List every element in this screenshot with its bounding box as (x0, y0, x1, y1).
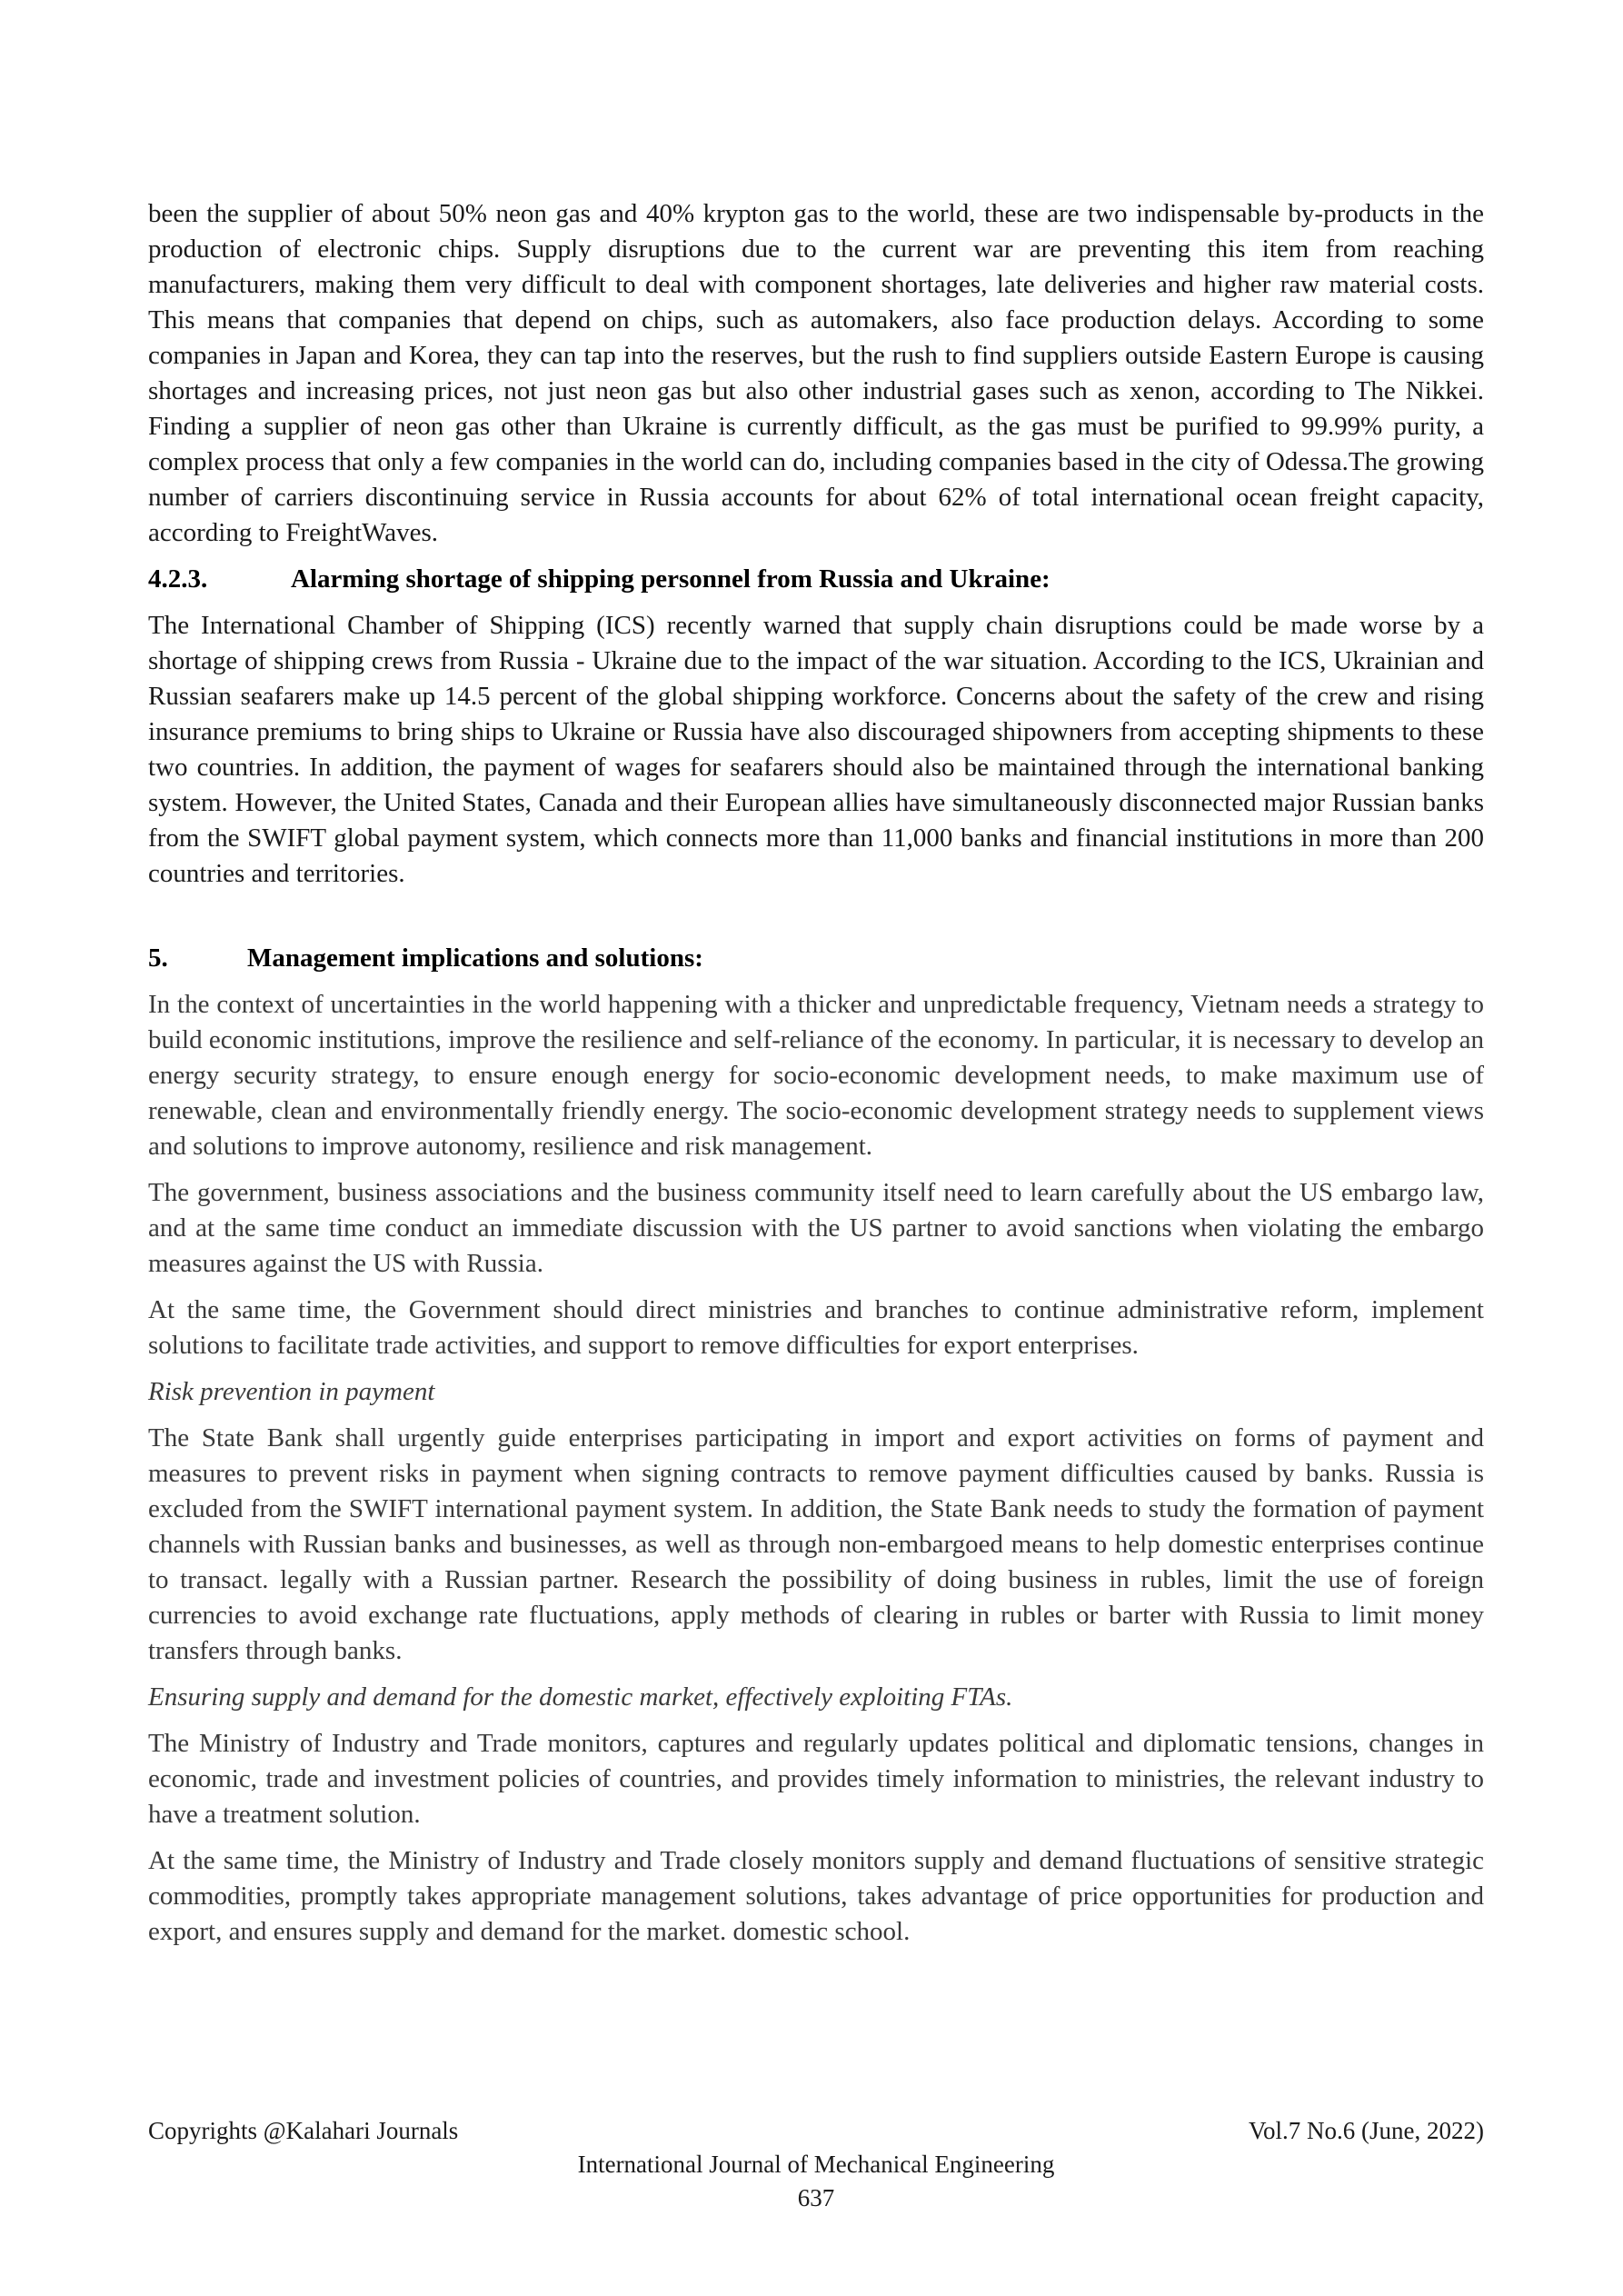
body-paragraph: At the same time, the Ministry of Industry and Trade closely monitors supply and demand fluctuations of sensitive strategic commodities, promptly takes appropriate management solutions, takes advantage of price opportunities for production and export, and ensures supply and demand for the market. domestic school. (148, 1846, 1484, 1946)
section-number: 4.2.3. (148, 564, 208, 594)
section-title: Alarming shortage of shipping personnel from Russia and Ukraine: (291, 564, 1050, 594)
body-paragraph: The International Chamber of Shipping (ICS) recently warned that supply chain disruptions could be made worse by a shortage of shipping crews from Russia - Ukraine due to the impact of the war situation. According to the ICS, Ukrainian and Russian seafarers make up 14.5 percent of the global shipping workforce. Concerns about the safety of the crew and rising insurance premiums to bring ships to Ukraine or Russia have also discouraged shipowners from accepting shipments to these two countries. In addition, the payment of wages for seafarers should also be maintained through the international banking system. However, the United States, Canada and their European allies have simultaneously disconnected major Russian banks from the SWIFT global payment system, which connects more than 11,000 banks and financial institutions in more than 200 countries and territories. (148, 611, 1484, 888)
page-body (148, 196, 1484, 1961)
body-paragraph: In the context of uncertainties in the world happening with a thicker and unpredictable frequency, Vietnam needs a strategy to build economic institutions, improve the resilience and self-reliance of the economy. In particular, it is necessary to develop an energy security strategy, to ensure enough energy for socio-economic development needs, to make maximum use of renewable, clean and environmentally friendly energy. The socio-economic development strategy needs to supplement views and solutions to improve autonomy, resilience and risk management. (148, 990, 1484, 1161)
body-paragraph: The government, business associations and the business community itself need to learn carefully about the US embargo law, and at the same time conduct an immediate discussion with the US partner to avoid sanctions when violating the embargo measures against the US with Russia. (148, 1178, 1484, 1278)
footer-journal: International Journal of Mechanical Engineering (577, 2151, 1055, 2178)
italic-subheading: Risk prevention in payment (148, 1377, 435, 1406)
body-paragraph: been the supplier of about 50% neon gas and 40% krypton gas to the world, these are two indispensable by-products in the production of electronic chips. Supply disruptions due to the current war are preventing this item from reaching manufacturers, making them very difficult to deal with component shortages, late deliveries and higher raw material costs. This means that companies that depend on chips, such as automakers, also face production delays. According to some companies in Japan and Korea, they can tap into the reserves, but the rush to find suppliers outside Eastern Europe is causing shortages and increasing prices, not just neon gas but also other industrial gases such as xenon, according to The Nikkei. Finding a supplier of neon gas other than Ukraine is currently difficult, as the gas must be purified to 99.99% purity, a complex process that only a few companies in the world can do, including companies based in the city of Odessa.The growing number of carriers discontinuing service in Russia accounts for about 62% of total international ocean freight capacity, according to FreightWaves. (148, 199, 1484, 547)
body-paragraph: At the same time, the Government should direct ministries and branches to continue administrative reform, implement solutions to facilitate trade activities, and support to remove difficulties for export enterprises. (148, 1295, 1484, 1360)
section-number: 5. (148, 943, 168, 973)
section-heading-5 (148, 941, 1484, 976)
footer-volume: Vol.7 No.6 (June, 2022) (1249, 2117, 1484, 2144)
section-title: Management implications and solutions: (247, 943, 703, 973)
body-paragraph: The Ministry of Industry and Trade monitors, captures and regularly updates political and diplomatic tensions, changes in economic, trade and investment policies of countries, and provides timely information to ministries, the relevant industry to have a treatment solution. (148, 1729, 1484, 1829)
page-footer (148, 2114, 1484, 2215)
footer-copyright: Copyrights @Kalahari Journals (148, 2117, 459, 2144)
body-paragraph: The State Bank shall urgently guide enterprises participating in import and export activities on forms of payment and measures to prevent risks in payment when signing contracts to remove payment difficulties caused by banks. Russia is excluded from the SWIFT international payment system. In addition, the State Bank needs to study the formation of payment channels with Russian banks and businesses, as well as through non-embargoed means to help domestic enterprises continue to transact. legally with a Russian partner. Research the possibility of doing business in rubles, limit the use of foreign currencies to avoid exchange rate fluctuations, apply methods of clearing in rubles or barter with Russia to limit money transfers through banks. (148, 1423, 1484, 1665)
footer-page-number: 637 (797, 2184, 835, 2211)
italic-subheading: Ensuring supply and demand for the domestic market, effectively exploiting FTAs. (148, 1682, 1013, 1712)
section-heading-4-2-3 (148, 562, 1484, 597)
